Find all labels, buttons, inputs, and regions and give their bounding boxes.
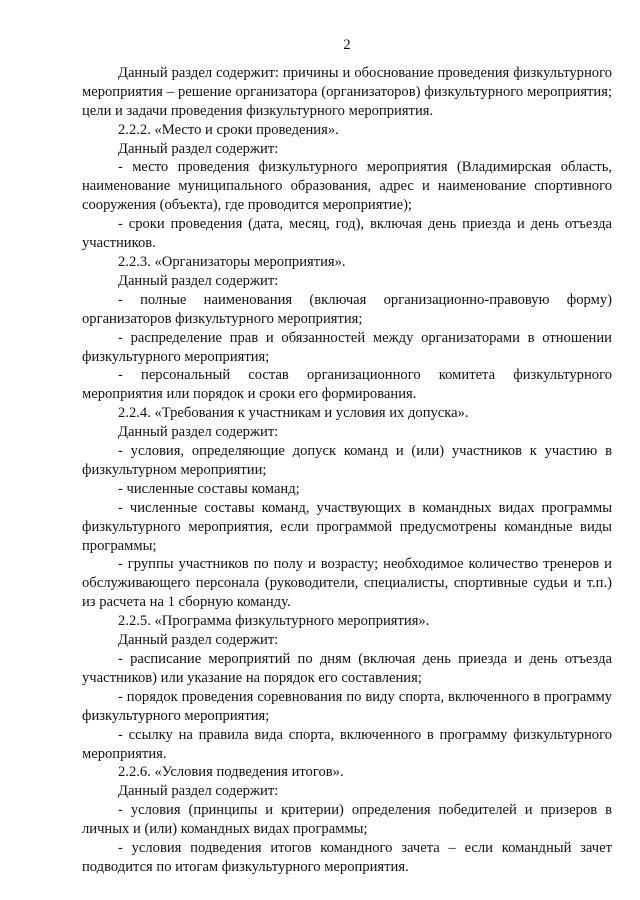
list-item: - группы участников по полу и возрасту; необходимое количество тренеров и обслуживающего персонала (руководители, специалисты, спортивные судьи и т.п.) из расчета на 1 сборную команду.	[82, 556, 612, 611]
list-item: - персональный состав организационного комитета физкультурного мероприятия или порядок и сроки его формирования.	[82, 367, 612, 403]
list-item: - сроки проведения (дата, месяц, год), включая день приезда и день отъезда участников.	[82, 216, 612, 252]
list-item: - порядок проведения соревнования по виду спорта, включенного в программу физкультурного мероприятия;	[82, 688, 612, 724]
section-heading-2-2-3: 2.2.3. «Организаторы мероприятия».	[118, 253, 346, 270]
list-item: - численные составы команд, участвующих в командных видах программы физкультурного мероприятия, если программой предусмотрены командные виды программы;	[82, 499, 612, 554]
list-item: - численные составы команд;	[118, 480, 300, 497]
section-heading-2-2-4: 2.2.4. «Требования к участникам и условия их допуска».	[118, 405, 469, 422]
page-number: 2	[343, 37, 351, 53]
section-heading-2-2-6: 2.2.6. «Условия подведения итогов».	[118, 764, 344, 781]
list-item: - условия (принципы и критерии) определения победителей и призеров в личных и (или) командных видах программы;	[82, 802, 612, 838]
list-item: - распределение прав и обязанностей между организаторами в отношении физкультурного мероприятия;	[82, 329, 612, 365]
section-heading-2-2-5: 2.2.5. «Программа физкультурного мероприятия».	[118, 613, 430, 630]
list-item: - ссылку на правила вида спорта, включенного в программу физкультурного мероприятия.	[82, 726, 612, 762]
list-item: - полные наименования (включая организационно-правовую форму) организаторов физкультурного мероприятия;	[82, 291, 612, 327]
paragraph-intro: Данный раздел содержит: причины и обоснование проведения физкультурного мероприятия – решение организатора (организаторов) физкультурного мероприятия; цели и задачи проведения физкультурного мероприятия.	[82, 64, 612, 119]
list-item: - условия, определяющие допуск команд и (или) участников к участию в физкультурном мероприятии;	[82, 443, 612, 478]
list-item: - место проведения физкультурного мероприятия (Владимирская область, наименование муниципального образования, адрес и наименование спортивного сооружения (объекта), где проводится мероприятие);	[82, 159, 612, 214]
section-heading-2-2-2: 2.2.2. «Место и сроки проведения».	[118, 121, 339, 138]
section-lead: Данный раздел содержит:	[118, 140, 279, 157]
document-page	[82, 36, 612, 877]
section-lead: Данный раздел содержит:	[118, 783, 279, 800]
section-lead: Данный раздел содержит:	[118, 272, 279, 289]
section-lead: Данный раздел содержит:	[118, 424, 279, 441]
list-item: - расписание мероприятий по дням (включая день приезда и день отъезда участников) или указание на порядок его составления;	[82, 651, 612, 686]
section-lead: Данный раздел содержит:	[118, 632, 279, 649]
list-item: - условия подведения итогов командного зачета – если командный зачет подводится по итогам физкультурного мероприятия.	[82, 840, 612, 875]
